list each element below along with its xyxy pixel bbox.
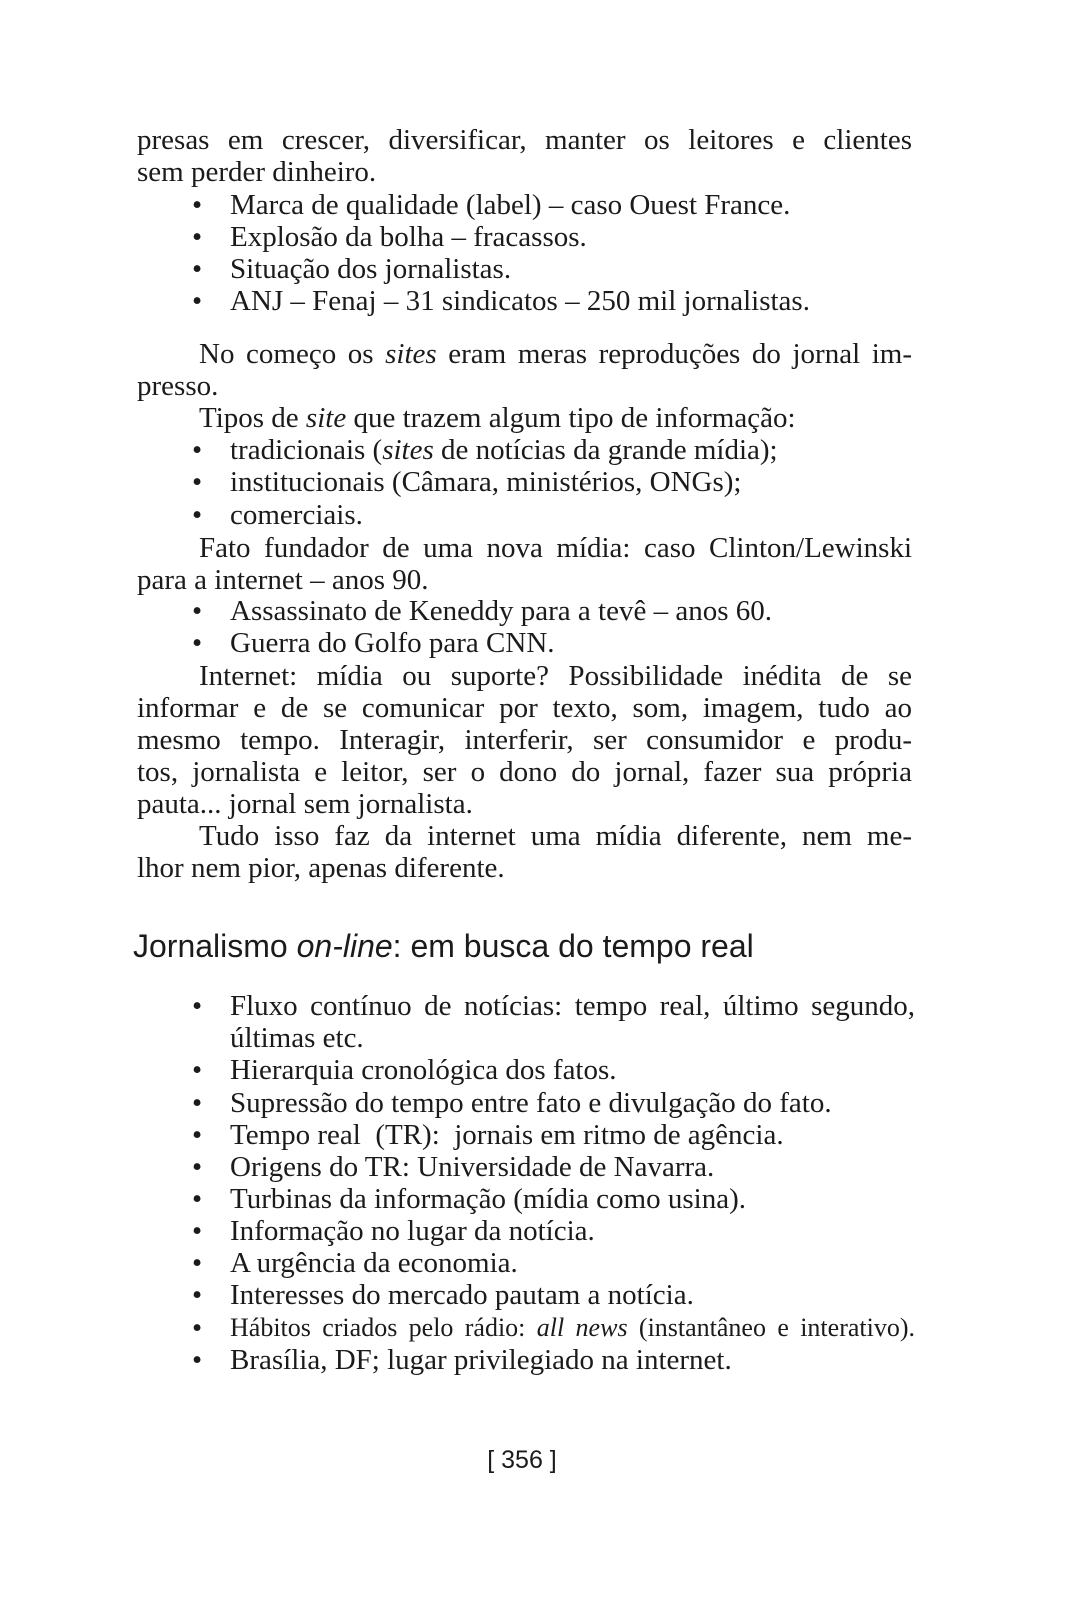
bullet-item: institucionais (Câmara, ministérios, ONGs); [230, 466, 742, 498]
bullet-item: Situação dos jornalistas. [230, 253, 512, 285]
bullet-marker: • [192, 1215, 203, 1247]
bullet-marker: • [192, 1119, 203, 1151]
bullet-marker: • [192, 499, 203, 531]
bullet-item [230, 1312, 915, 1344]
text-run: Hábitos criados pelo rádio: [230, 1313, 537, 1342]
bullet-marker: • [192, 1247, 203, 1279]
body-line [199, 402, 912, 434]
body-line: Tudo isso faz da internet uma mídia diferente, nem me- [199, 820, 912, 852]
bullet-item: Interesses do mercado pautam a notícia. [230, 1279, 694, 1311]
body-line: para a internet – anos 90. [137, 564, 429, 596]
bullet-item: Tempo real (TR): jornais em ritmo de agência. [230, 1119, 784, 1151]
body-line: tos, jornalista e leitor, ser o dono do jornal, fazer sua própria [137, 756, 912, 788]
body-line: presso. [137, 370, 219, 402]
text-run: No começo os [199, 338, 386, 370]
body-line: sem perder dinheiro. [137, 156, 377, 188]
bullet-marker: • [192, 1151, 203, 1183]
bullet-marker: • [192, 253, 203, 285]
bullet-item-continuation: últimas etc. [230, 1022, 364, 1054]
italic-term: sites [385, 338, 437, 370]
heading-run: Jornalismo [133, 928, 297, 964]
bullet-item: A urgência da economia. [230, 1247, 518, 1279]
page-number: [ 356 ] [487, 1446, 557, 1474]
bullet-marker: • [192, 285, 203, 317]
body-line: presas em crescer, diversificar, manter os leitores e clientes [137, 124, 912, 156]
italic-term: site [305, 402, 347, 434]
body-line: pauta... jornal sem jornalista. [137, 788, 473, 820]
text-run: tradicionais ( [230, 434, 383, 466]
bullet-marker: • [192, 221, 203, 253]
bullet-item: Turbinas da informação (mídia como usina). [230, 1183, 746, 1215]
bullet-marker: • [192, 189, 203, 221]
bullet-item: Fluxo contínuo de notícias: tempo real, último segundo, [230, 990, 915, 1022]
bullet-marker: • [192, 434, 203, 466]
text-run: de notícias da grande mídia); [433, 434, 778, 466]
text-run: Tipos de [199, 402, 306, 434]
bullet-marker: • [192, 1312, 203, 1344]
bullet-item: Marca de qualidade (label) – caso Ouest France. [230, 189, 791, 221]
bullet-marker: • [192, 466, 203, 498]
bullet-marker: • [192, 990, 203, 1022]
bullet-item: Informação no lugar da notícia. [230, 1215, 595, 1247]
bullet-marker: • [192, 1183, 203, 1215]
bullet-marker: • [192, 1087, 203, 1119]
body-line: Fato fundador de uma nova mídia: caso Clinton/Lewinski [199, 532, 912, 564]
bullet-item: Hierarquia cronológica dos fatos. [230, 1054, 617, 1086]
bullet-item: Origens do TR: Universidade de Navarra. [230, 1151, 715, 1183]
bullet-marker: • [192, 1279, 203, 1311]
body-line [199, 338, 912, 370]
italic-term: all news [536, 1313, 628, 1342]
bullet-item: Assassinato de Keneddy para a tevê – anos 60. [230, 595, 772, 627]
body-line: informar e de se comunicar por texto, som, imagem, tudo ao [137, 692, 912, 724]
heading-run: : em busca do tempo real [392, 928, 754, 964]
bullet-marker: • [192, 1054, 203, 1086]
bullet-item: Explosão da bolha – fracassos. [230, 221, 587, 253]
bullet-item: comerciais. [230, 499, 363, 531]
heading-italic-term: on-line [296, 928, 393, 964]
text-run: que trazem algum tipo de informação: [346, 402, 796, 434]
bullet-item: ANJ – Fenaj – 31 sindicatos – 250 mil jornalistas. [230, 285, 810, 317]
bullet-marker: • [192, 1344, 203, 1376]
text-run: (instantâneo e interativo). [627, 1313, 915, 1342]
section-heading [133, 926, 754, 966]
bullet-item: Supressão do tempo entre fato e divulgação do fato. [230, 1087, 832, 1119]
bullet-marker: • [192, 595, 203, 627]
body-line: lhor nem pior, apenas diferente. [137, 852, 505, 884]
body-line: Internet: mídia ou suporte? Possibilidade inédita de se [199, 660, 912, 692]
bullet-marker: • [192, 627, 203, 659]
text-run: eram meras reproduções do jornal im- [436, 338, 912, 370]
bullet-item: Guerra do Golfo para CNN. [230, 627, 555, 659]
italic-term: sites [382, 434, 434, 466]
body-line: mesmo tempo. Interagir, interferir, ser consumidor e produ- [137, 724, 912, 756]
bullet-item: Brasília, DF; lugar privilegiado na internet. [230, 1344, 732, 1376]
bullet-item [230, 434, 915, 466]
